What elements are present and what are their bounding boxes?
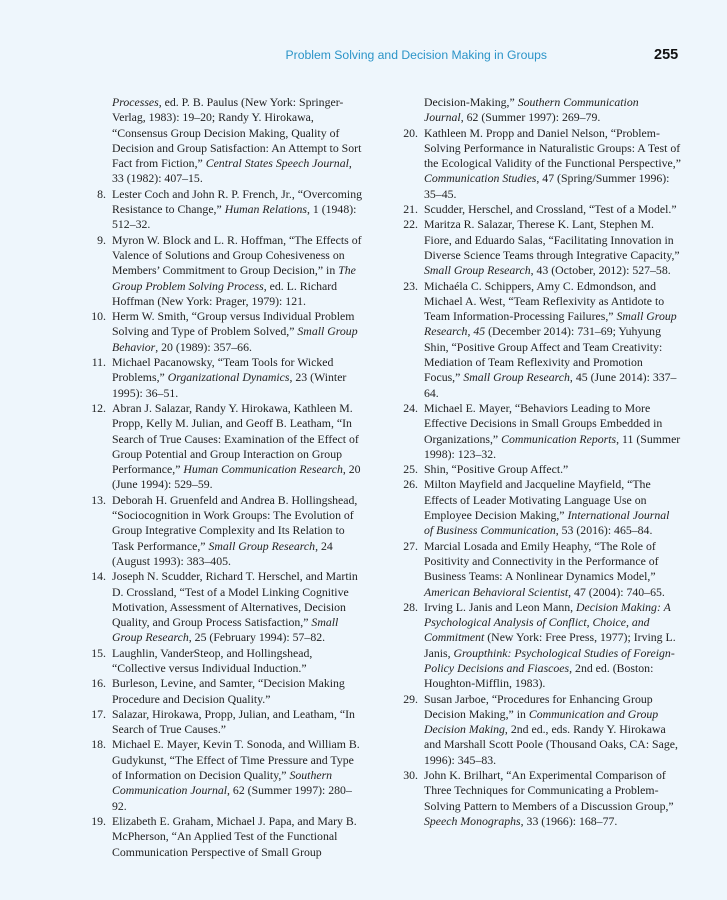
reference-text: , ed. L. Richard Hoffman (New York: Prager, 1979): 121. bbox=[112, 278, 338, 308]
reference-text: John K. Brilhart, “An Experimental Comparison of Three Techniques for Communicating a Problem-Solving Pattern to Members of a Discussion Group,” bbox=[424, 768, 674, 813]
reference-number: 19. bbox=[91, 813, 106, 828]
reference-number: 13. bbox=[91, 492, 106, 507]
reference-italic-text: Communication Studies bbox=[424, 171, 537, 186]
reference-number: 29. bbox=[403, 691, 418, 706]
reference-text: , 23 (Winter 1995): 36–51. bbox=[112, 370, 347, 400]
reference-entry bbox=[84, 676, 366, 707]
reference-entry bbox=[84, 401, 366, 493]
reference-number: 21. bbox=[403, 202, 418, 217]
reference-text: Elizabeth E. Graham, Michael J. Papa, and Mary B. McPherson, “An Applied Test of the Functional Communication Perspective of Small Group bbox=[112, 813, 357, 859]
reference-entry bbox=[396, 768, 681, 829]
reference-text: , 47 (Spring/Summer 1996): 35–45. bbox=[424, 171, 670, 201]
reference-number: 27. bbox=[403, 538, 418, 553]
reference-text: , 53 (2016): 465–84. bbox=[555, 523, 653, 538]
reference-number: 15. bbox=[91, 645, 106, 660]
reference-text: , 2nd ed. (Boston: Houghton-Mifflin, 1983). bbox=[424, 660, 654, 691]
reference-entry bbox=[84, 707, 366, 738]
reference-number: 23. bbox=[403, 278, 418, 293]
reference-text: Herm W. Smith, “Group versus Individual Problem Solving and Type of Problem Solved,” bbox=[112, 309, 355, 339]
reference-entry bbox=[84, 814, 366, 860]
reference-text: Joseph N. Scudder, Richard T. Herschel, and Martin D. Crossland, “Test of a Model Linking Cognitive Motivation, Assessment of Alternatives, Decision Quality, and Group Process Satisfaction,” bbox=[112, 569, 358, 630]
reference-italic-text: Small Group Behavior bbox=[112, 324, 358, 354]
reference-text: , 24 (August 1993): 383–405. bbox=[112, 538, 333, 568]
reference-text: , 20 (June 1994): 529–59. bbox=[112, 462, 361, 492]
reference-text: , 43 (October, 2012): 527–58. bbox=[530, 263, 671, 278]
reference-italic-text: Central States Speech Journal bbox=[205, 156, 349, 171]
reference-text: Marcial Losada and Emily Heaphy, “The Role of Positivity and Connectivity in the Performance of Business Teams: A Nonlinear Dynamics Model,” bbox=[424, 538, 659, 584]
reference-text: Shin, “Positive Group Affect.” bbox=[424, 462, 569, 477]
reference-number: 12. bbox=[91, 400, 106, 415]
reference-text: , 11 (Summer 1998): 123–32. bbox=[424, 431, 681, 461]
reference-text: Deborah H. Gruenfeld and Andrea B. Hollingshead, “Sociocognition in Work Groups: The Evolution of Group Integrative Complexity and Its Relation to Task Performance,” bbox=[112, 492, 358, 553]
reference-text: Salazar, Hirokawa, Propp, Julian, and Leatham, “In Search of True Causes.” bbox=[112, 706, 355, 737]
reference-italic-text: Human Relations bbox=[224, 202, 307, 217]
reference-text: , 33 (1966): 168–77. bbox=[520, 813, 618, 828]
reference-text: , 25 (February 1994): 57–82. bbox=[188, 630, 326, 645]
reference-italic-text: Small Group Research bbox=[112, 615, 339, 645]
reference-entry bbox=[84, 233, 366, 309]
reference-text: , 62 (Summer 1997): 280–92. bbox=[112, 783, 352, 813]
reference-number: 24. bbox=[403, 400, 418, 415]
reference-entry bbox=[84, 355, 366, 401]
reference-number: 17. bbox=[91, 706, 106, 721]
references-left-column bbox=[84, 95, 366, 860]
reference-number: 18. bbox=[91, 737, 106, 752]
reference-italic-text: The Group Problem Solving Process bbox=[112, 263, 356, 293]
reference-text: , 33 (1982): 407–15. bbox=[112, 156, 352, 186]
reference-italic-text: American Behavioral Scientist bbox=[424, 584, 569, 599]
reference-entry bbox=[84, 569, 366, 645]
reference-number: 16. bbox=[91, 676, 106, 691]
reference-text: , 47 (2004): 740–65. bbox=[568, 584, 665, 599]
reference-text: Abran J. Salazar, Randy Y. Hirokawa, Kathleen M. Propp, Kelly M. Julian, and Geoff B. Leatham, “In Search of True Causes: Examination of the Effect of Group Potential and Group Interaction on Group Performance,” bbox=[112, 400, 359, 477]
reference-entry bbox=[396, 692, 681, 768]
reference-italic-text: Communication Reports bbox=[501, 431, 617, 446]
reference-text: Kathleen M. Propp and Daniel Nelson, “Problem-Solving Performance in Naturalistic Groups: A Test of the Ecological Validity of the Functional Perspective,” bbox=[424, 125, 681, 171]
reference-entry bbox=[84, 95, 366, 187]
reference-italic-text: International Journal of Business Communication bbox=[424, 508, 670, 538]
reference-entry bbox=[84, 737, 366, 813]
reference-entry bbox=[396, 539, 681, 600]
reference-text: (New York: Free Press, 1977); Irving L. Janis, bbox=[424, 630, 676, 660]
reference-number: 10. bbox=[91, 309, 106, 324]
reference-entry bbox=[396, 217, 681, 278]
reference-entry bbox=[396, 462, 681, 477]
reference-italic-text: Southern Communication Journal bbox=[112, 768, 333, 798]
reference-text: , 20 (1989): 357–66. bbox=[155, 339, 252, 354]
reference-italic-text: Human Communication Research bbox=[183, 462, 343, 477]
reference-italic-text: Small Group Research bbox=[424, 263, 531, 278]
reference-italic-text: Small Group Research bbox=[463, 370, 570, 385]
reference-number: 8. bbox=[97, 186, 106, 201]
reference-italic-text: Communication and Group Decision Making bbox=[424, 706, 659, 737]
reference-number: 30. bbox=[403, 768, 418, 783]
reference-text: , 1 (1948): 512–32. bbox=[112, 202, 357, 232]
reference-number: 14. bbox=[91, 569, 106, 584]
reference-entry bbox=[396, 202, 681, 217]
references-right-column bbox=[396, 95, 681, 829]
reference-text: (December 2014): 731–69; Yuhyung Shin, “Positive Group Affect and Team Creativity: Mediation of Team Reflexivity and Promotion Focus,” bbox=[424, 324, 663, 385]
reference-entry bbox=[84, 493, 366, 569]
running-title: Problem Solving and Decision Making in Groups bbox=[285, 48, 547, 62]
reference-text: Irving L. Janis and Leon Mann, bbox=[424, 599, 577, 614]
reference-text: Laughlin, VanderSteop, and Hollingshead, “Collective versus Individual Induction.” bbox=[112, 645, 313, 675]
reference-italic-text: Southern Communication Journal bbox=[424, 95, 639, 125]
reference-text: Susan Jarboe, “Procedures for Enhancing Group Decision Making,” in bbox=[424, 691, 653, 721]
reference-number: 22. bbox=[403, 217, 418, 232]
reference-italic-text: Organizational Dynamics bbox=[167, 370, 290, 385]
reference-text: Lester Coch and John R. P. French, Jr., “Overcoming Resistance to Change,” bbox=[112, 186, 362, 217]
reference-text: Michaéla C. Schippers, Amy C. Edmondson, and Michael A. West, “Team Reflexivity as Antidote to Team Information-Processing Failures,” bbox=[424, 278, 665, 324]
reference-number: 25. bbox=[403, 462, 418, 477]
reference-italic-text: Groupthink: Psychological Studies of Foreign-Policy Decisions and Fiascoes bbox=[424, 645, 675, 675]
reference-entry bbox=[396, 279, 681, 401]
reference-number: 9. bbox=[97, 232, 106, 247]
reference-text: Maritza R. Salazar, Therese K. Lant, Stephen M. Fiore, and Eduardo Salas, “Facilitating Innovation in Diverse Science Teams through Integrative Capacity,” bbox=[424, 217, 680, 262]
reference-entry bbox=[84, 187, 366, 233]
reference-entry bbox=[396, 477, 681, 538]
reference-entry bbox=[396, 126, 681, 202]
reference-text: Scudder, Herschel, and Crossland, “Test of a Model.” bbox=[424, 202, 677, 217]
reference-number: 26. bbox=[403, 477, 418, 492]
reference-number: 20. bbox=[403, 125, 418, 140]
reference-entry bbox=[84, 309, 366, 355]
reference-text: , 62 (Summer 1997): 269–79. bbox=[460, 110, 601, 125]
reference-text: Michael E. Mayer, Kevin T. Sonoda, and William B. Gudykunst, “The Effect of Time Pressure and Type of Information on Decision Quality,” bbox=[112, 737, 360, 783]
reference-entry bbox=[84, 646, 366, 677]
reference-text: , ed. P. B. Paulus (New York: Springer-Verlag, 1983): 19–20; Randy Y. Hirokawa, “Consensus Group Decision Making, Quality of Decision and Group Satisfaction: An Attempt to Sort Fact from Fiction,” bbox=[112, 95, 362, 171]
reference-text: Decision-Making,” bbox=[424, 95, 518, 109]
reference-text: Michael E. Mayer, “Behaviors Leading to More Effective Decisions in Small Groups Embedded in Organizations,” bbox=[424, 400, 663, 446]
running-header bbox=[0, 48, 727, 68]
reference-italic-text: Small Group Research bbox=[208, 538, 316, 553]
reference-entry bbox=[396, 401, 681, 462]
reference-entry bbox=[396, 95, 681, 126]
page-number: 255 bbox=[654, 47, 679, 63]
reference-text: , 45 (June 2014): 337–64. bbox=[424, 370, 677, 400]
reference-italic-text: Decision Making: A Psychological Analysis of Conflict, Choice, and Commitment bbox=[424, 599, 671, 645]
reference-number: 28. bbox=[403, 599, 418, 614]
reference-text: , 2nd ed., eds. Randy Y. Hirokawa and Marshall Scott Poole (Thousand Oaks, CA: Sage, 1996): 345–83. bbox=[424, 722, 678, 767]
reference-italic-text: Speech Monographs bbox=[424, 813, 521, 828]
reference-entry bbox=[396, 600, 681, 692]
reference-text: Burleson, Levine, and Samter, “Decision Making Procedure and Decision Quality.” bbox=[112, 676, 345, 706]
reference-italic-text: Small Group Research, 45 bbox=[424, 309, 677, 339]
reference-number: 11. bbox=[91, 355, 106, 370]
reference-text: Michael Pacanowsky, “Team Tools for Wicked Problems,” bbox=[112, 355, 334, 385]
reference-text: Myron W. Block and L. R. Hoffman, “The Effects of Valence of Solutions and Group Cohesiveness on Members’ Commitment to Group Decision,” in bbox=[112, 232, 362, 278]
reference-italic-text: Processes bbox=[112, 95, 159, 109]
reference-text: Milton Mayfield and Jacqueline Mayfield, “The Effects of Leader Motivating Language Use on Employee Decision Making,” bbox=[424, 477, 651, 523]
